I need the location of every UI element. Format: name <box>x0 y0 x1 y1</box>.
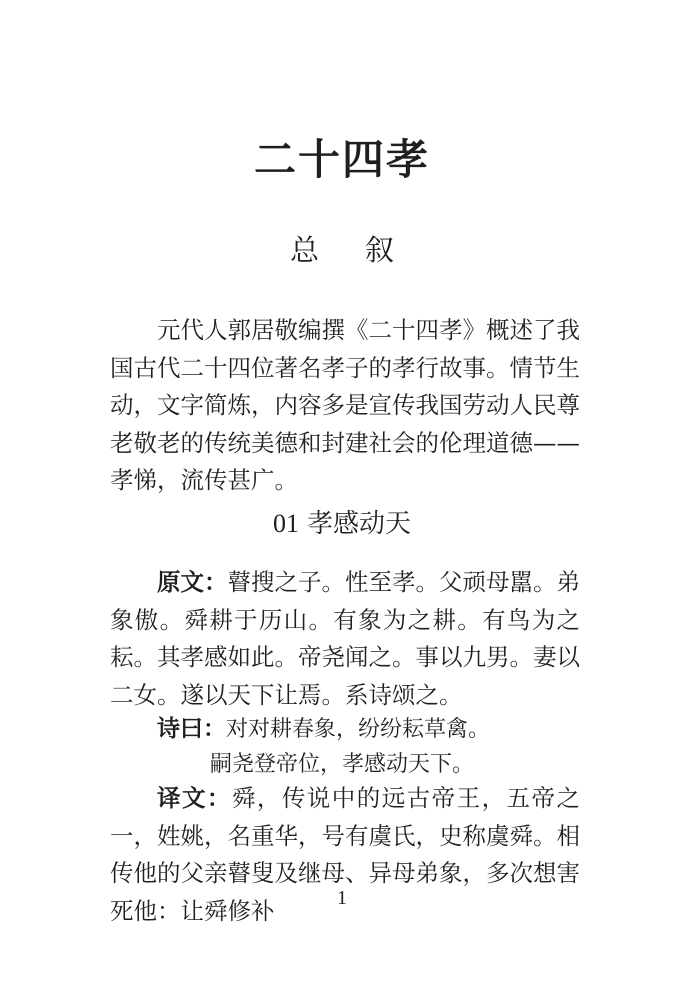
poem-label: 诗曰： <box>157 716 226 742</box>
poem <box>157 712 490 782</box>
original-label: 原文： <box>157 568 228 596</box>
section-title-char-1: 总 <box>289 233 319 267</box>
story-title-text: 孝感动天 <box>306 509 411 539</box>
poem-line-1-row <box>157 712 490 747</box>
page-number: 1 <box>337 887 347 909</box>
original-text: 瞽搜之子。性至孝。父顽母嚚。弟象傲。舜耕于历山。有象为之耕。有鸟为之耘。其孝感如此。帝尧闻之。事以九男。妻以二女。遂以天下让焉。系诗颂之。 <box>110 568 580 709</box>
story-number: 01 <box>272 509 299 538</box>
section-title-char-2: 叙 <box>365 233 395 267</box>
story-title <box>0 504 684 544</box>
poem-line-1: 对对耕春象，纷纷耘草禽。 <box>226 717 491 742</box>
translation-text: 舜，传说中的远古帝王，五帝之一，姓姚，名重华，号有虞氏，史称虞舜。相传他的父亲瞽叟及继母、异母弟象，多次想害死他：让舜修补 <box>110 784 580 925</box>
poem-line-2: 嗣尧登帝位，孝感动天下。 <box>210 752 475 777</box>
translation-label: 译文： <box>157 784 232 812</box>
section-title <box>0 228 684 272</box>
book-title: 二十四孝 <box>253 135 430 184</box>
original-text-paragraph <box>110 564 580 714</box>
intro-paragraph: 元代人郭居敬编撰《二十四孝》概述了我国古代二十四位著名孝子的孝行故事。情节生动，文字简炼，内容多是宣传我国劳动人民尊老敬老的传统美德和封建社会的伦理道德——孝悌，流传甚广。 <box>110 316 580 494</box>
